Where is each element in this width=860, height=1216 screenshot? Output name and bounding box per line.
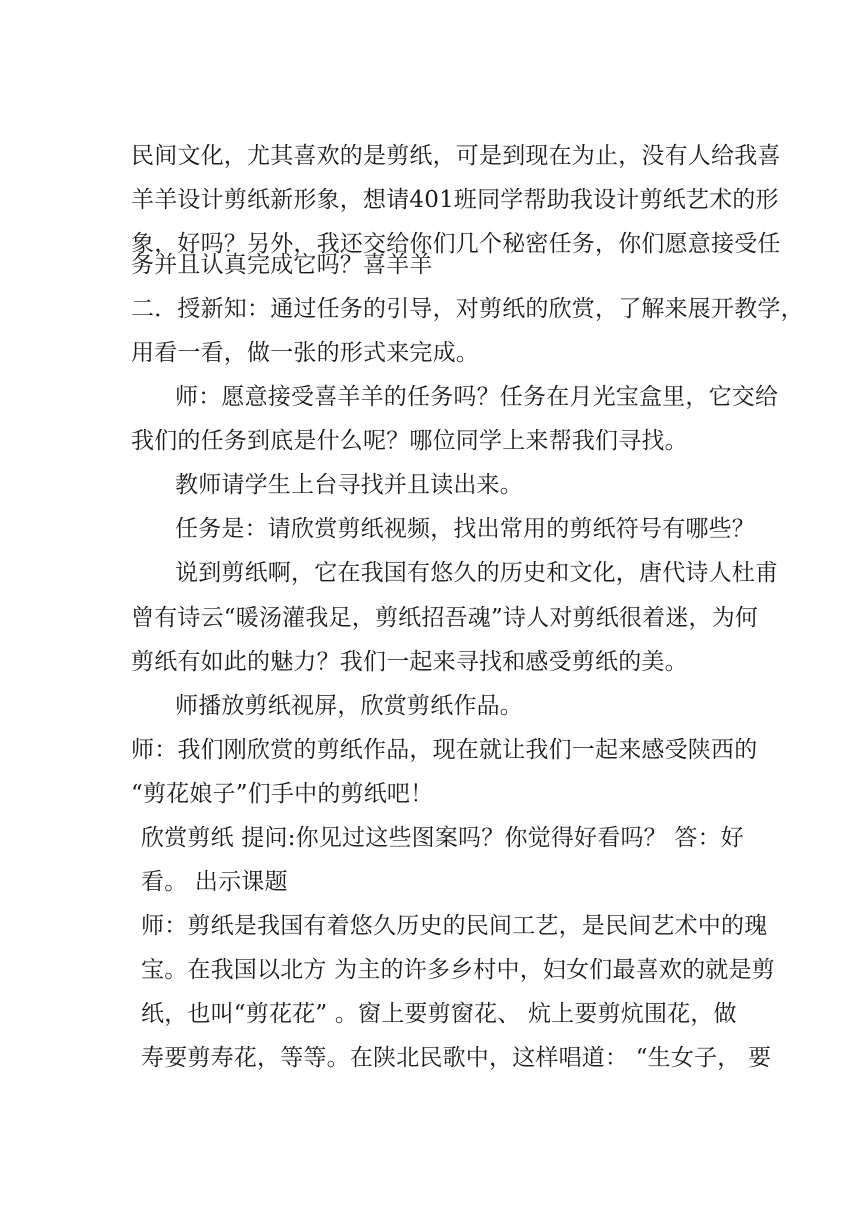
text-line-16: “剪花娘子”们手中的剪纸吧！ bbox=[131, 781, 434, 807]
text-line-9: 教师请学生上台寻找并且读出来。 bbox=[175, 472, 523, 498]
text-line-19: 师：剪纸是我国有着悠久历史的民间工艺，是民间艺术中的瑰 bbox=[141, 913, 768, 939]
text-line-5: 二．授新知：通过任务的引导，对剪纸的欣赏，了解来展开教学， bbox=[131, 296, 804, 322]
text-line-2: 羊羊设计剪纸新形象，想请401班同学帮助我设计剪纸艺术的形 bbox=[131, 187, 779, 213]
text-line-14: 师播放剪纸视屏，欣赏剪纸作品。 bbox=[175, 693, 523, 719]
text-line-13: 剪纸有如此的魅力？我们一起来寻找和感受剪纸的美。 bbox=[131, 649, 688, 675]
text-line-8: 我们的任务到底是什么呢？哪位同学上来帮我们寻找。 bbox=[131, 428, 688, 454]
text-line-1: 民间文化，尤其喜欢的是剪纸，可是到现在为止，没有人给我喜 bbox=[131, 143, 781, 169]
text-line-10: 任务是：请欣赏剪纸视频，找出常用的剪纸符号有哪些？ bbox=[175, 516, 755, 542]
text-line-3: 象，好吗？另外，我还交给你们几个秘密任务，你们愿意接受任 bbox=[131, 231, 781, 257]
text-line-20: 宝。在我国以北方 为主的许多乡村中，妇女们最喜欢的就是剪 bbox=[141, 957, 775, 983]
text-line-6: 用看一看，做一张的形式来完成。 bbox=[131, 340, 479, 366]
text-line-22: 寿要剪寿花，等等。在陕北民歌中，这样唱道： “生女子， 要 bbox=[141, 1045, 772, 1071]
text-line-12: 曾有诗云“暖汤灌我足，剪纸招吾魂”诗人对剪纸很着迷，为何 bbox=[131, 605, 759, 631]
text-line-15: 师：我们刚欣赏的剪纸作品，现在就让我们一起来感受陕西的 bbox=[131, 737, 758, 763]
text-line-11: 说到剪纸啊，它在我国有悠久的历史和文化，唐代诗人杜甫 bbox=[175, 560, 779, 586]
text-line-17: 欣赏剪纸 提问:你见过这些图案吗？你觉得好看吗？ 答：好 bbox=[141, 825, 744, 851]
text-line-4: 务并且认真完成它吗？喜羊羊 bbox=[131, 252, 433, 278]
text-line-18: 看。 出示课题 bbox=[141, 869, 288, 895]
text-line-7: 师：愿意接受喜羊羊的任务吗？任务在月光宝盒里，它交给 bbox=[175, 384, 779, 410]
text-line-21: 纸，也叫“剪花花” 。窗上要剪窗花、 炕上要剪炕围花，做 bbox=[141, 1001, 737, 1027]
